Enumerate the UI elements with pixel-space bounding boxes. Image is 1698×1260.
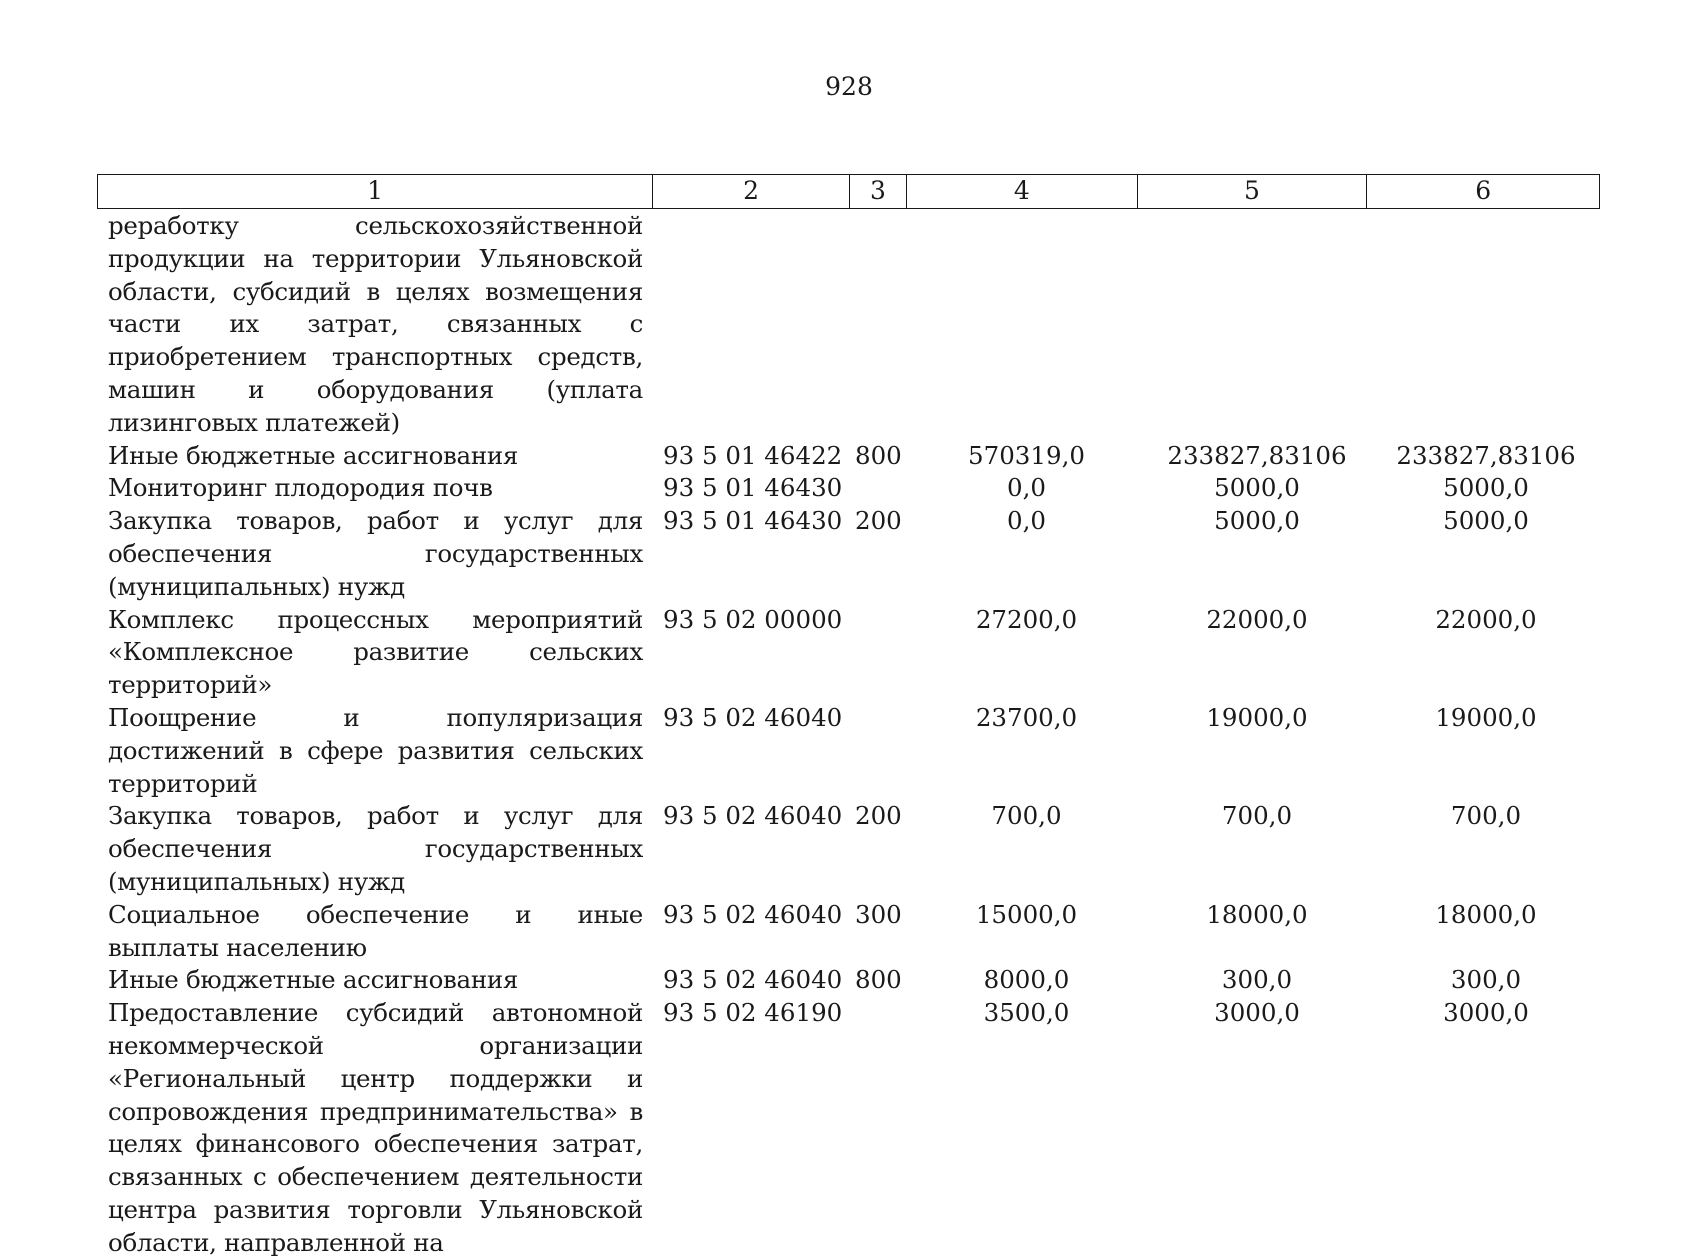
row-target-code: 93 5 01 46430 [663,473,843,503]
row-target-code: 93 5 02 46040 [663,899,843,929]
row-expense-type: 200 [855,506,902,536]
row-amount-col-4: 570319,0 [968,440,1085,470]
row-description: Иные бюджетные ассигнования [108,440,519,470]
row-expense-type: 800 [855,440,902,470]
row-expense-type: 800 [855,965,902,995]
row-target-code: 93 5 02 46040 [663,801,843,831]
row-amount-col-4: 8000,0 [983,965,1070,995]
table-row [108,964,1600,997]
row-amount-col-5: 19000,0 [1206,702,1308,732]
table-row [108,702,1600,800]
row-amount-col-4: 27200,0 [975,604,1078,634]
row-amount-col-5: 300,0 [1221,965,1293,995]
row-target-code: 93 5 01 46430 [663,506,843,536]
row-amount-col-4: 23700,0 [975,702,1078,732]
row-description: реработку сельскохозяйственной продукции на территории Ульяновской области, субсидий в целях возмещения части их затрат, связанных с приобретением транспортных средств, машин и оборудования (уплата лизинговых платежей) [108,211,643,437]
row-amount-col-6: 18000,0 [1435,899,1537,929]
page-number: 928 [825,72,873,101]
row-amount-col-6: 700,0 [1450,801,1522,831]
row-amount-col-6: 5000,0 [1443,506,1529,536]
row-expense-type: 300 [855,899,902,929]
row-description: Социальное обеспечение и иные выплаты населению [108,899,643,962]
header-col-2: 2 [653,175,850,208]
row-amount-col-4: 0,0 [1007,506,1046,536]
header-col-3: 3 [850,175,907,208]
row-amount-col-6: 22000,0 [1435,604,1537,634]
table-row [108,505,1600,603]
table-row [108,997,1600,1259]
header-col-1: 1 [98,175,653,208]
header-col-6: 6 [1475,176,1492,205]
row-expense-type: 200 [855,801,902,831]
row-amount-col-5: 18000,0 [1206,899,1308,929]
row-target-code: 93 5 02 46190 [663,998,843,1028]
row-amount-col-4: 3500,0 [983,998,1070,1028]
row-description: Предоставление субсидий автономной некоммерческой организации «Региональный центр поддержки и сопровождения предпринимательства» в целях финансового обеспечения затрат, связанных с обеспечением деятельности центра развития торговли Ульяновской области, направленной на [108,998,643,1257]
row-amount-col-5: 22000,0 [1206,604,1308,634]
row-description: Закупка товаров, работ и услуг для обеспечения государственных (муниципальных) нужд [108,506,643,601]
row-amount-col-5: 3000,0 [1214,998,1300,1028]
row-description: Закупка товаров, работ и услуг для обеспечения государственных (муниципальных) нужд [108,801,643,896]
table-row [108,604,1600,702]
row-amount-col-5: 233827,83106 [1167,440,1347,470]
row-description: Мониторинг плодородия почв [108,473,493,503]
table-row [108,800,1600,898]
row-amount-col-4: 0,0 [1007,473,1046,503]
row-amount-col-5: 700,0 [1221,801,1293,831]
row-description: Иные бюджетные ассигнования [108,965,519,995]
row-amount-col-5: 5000,0 [1214,473,1300,503]
table-body [108,210,1600,1260]
row-target-code: 93 5 02 46040 [663,702,843,732]
row-target-code: 93 5 02 46040 [663,965,843,995]
row-description: Поощрение и популяризация достижений в сфере развития сельских территорий [108,702,643,798]
row-amount-col-4: 700,0 [991,801,1062,831]
row-amount-col-6: 300,0 [1450,965,1522,995]
row-amount-col-6: 3000,0 [1443,998,1529,1028]
row-amount-col-5: 5000,0 [1214,506,1300,536]
header-col-4: 4 [907,175,1138,208]
row-amount-col-4: 15000,0 [975,899,1078,929]
row-description: Комплекс процессных мероприятий «Комплексное развитие сельских территорий» [108,604,643,700]
table-row [108,440,1600,473]
row-amount-col-6: 5000,0 [1443,473,1529,503]
table-row [108,899,1600,965]
row-amount-col-6: 233827,83106 [1396,440,1576,470]
row-amount-col-6: 19000,0 [1435,702,1537,732]
header-col-5: 5 [1138,175,1368,208]
table-row [108,210,1600,440]
table-row [108,472,1600,505]
row-target-code: 93 5 02 00000 [663,604,843,634]
row-target-code: 93 5 01 46422 [663,440,843,470]
table-header [97,174,1600,209]
